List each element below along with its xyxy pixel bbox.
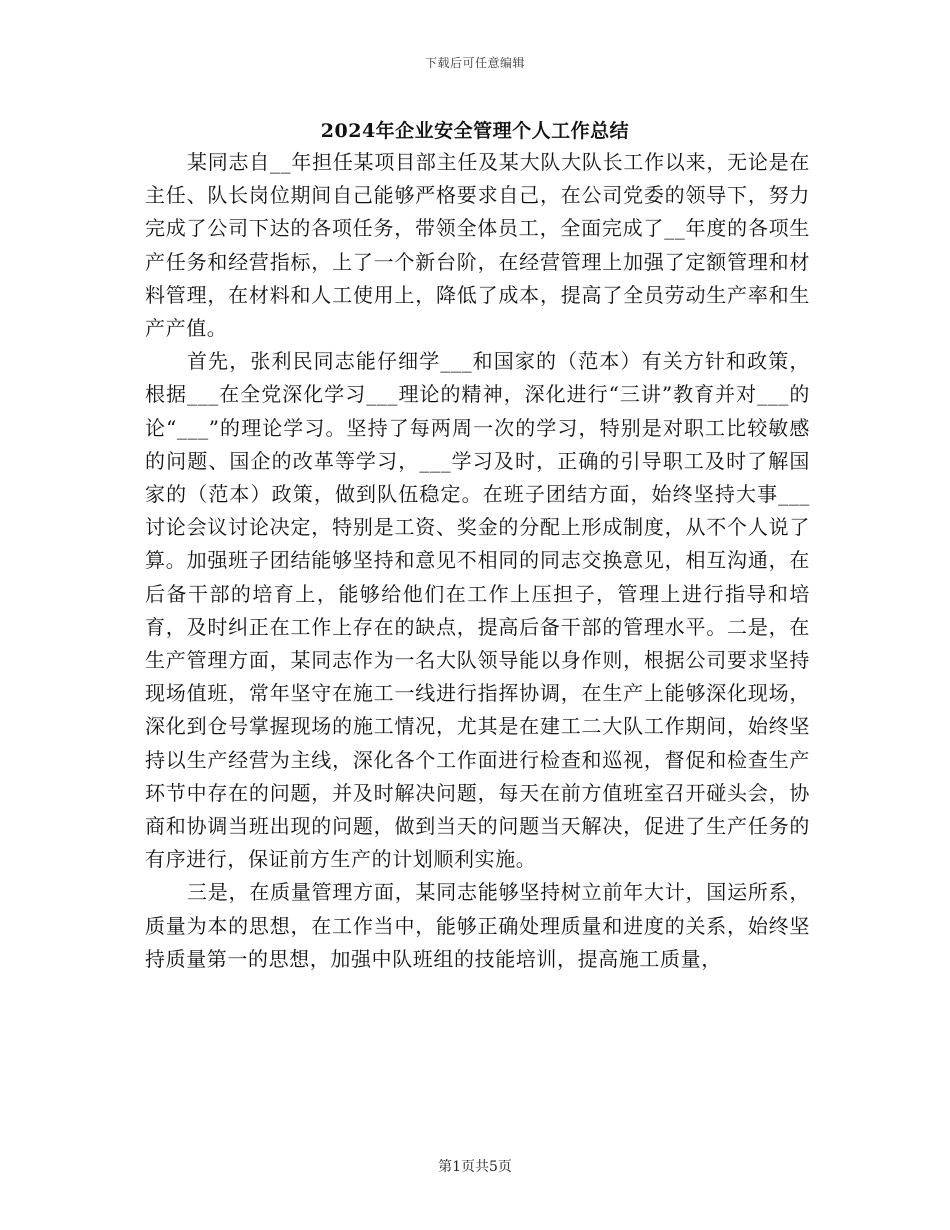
header-note: 下载后可任意编辑 [424, 56, 525, 70]
paragraph: 三是，在质量管理方面，某同志能够坚持树立前年大计，国运所系，质量为本的思想，在工作当中，能够正确处理质量和进度的关系，始终坚持质量第一的思想，加强中队班组的技能培训，提高施工质量， [145, 880, 810, 971]
page-number: 第1页共5页 [438, 1159, 512, 1175]
paragraph: 某同志自__年担任某项目部主任及某大队大队长工作以来，无论是在主任、队长岗位期间自己能够严格要求自己，在公司党委的领导下，努力完成了公司下达的各项任务，带领全体员工，全面完成了__年度的各项生产任务和经营指标，上了一个新台阶，在经营管理上加强了定额管理和材料管理，在材料和人工使用上，降低了成本，提高了全员劳动生产率和生产产值。 [145, 150, 810, 341]
document-body [145, 146, 810, 976]
document-title: 2024年企业安全管理个人工作总结 [320, 120, 630, 142]
paragraph: 首先，张利民同志能仔细学___和国家的（范本）有关方针和政策，根据___在全党深化学习___理论的精神，深化进行“三讲”教育并对___的论“___”的理论学习。坚持了每两周一次的学习，特别是对职工比较敏感的问题、国企的改革等学习，___学习及时，正确的引导职工及时了解国家的（范本）政策，做到队伍稳定。在班子团结方面，始终坚持大事___讨论会议讨论决定，特别是工资、奖金的分配上形成制度，从不个人说了算。加强班子团结能够坚持和意见不相同的同志交换意见，相互沟通，在后备干部的培育上，能够给他们在工作上压担子，管理上进行指导和培育，及时纠正在工作上存在的缺点，提高后备干部的管理水平。二是，在生产管理方面，某同志作为一名大队领导能以身作则，根据公司要求坚持现场值班，常年坚守在施工一线进行指挥协调，在生产上能够深化现场，深化到仓号掌握现场的施工情况，尤其是在建工二大队工作期间，始终坚持以生产经营为主线，深化各个工作面进行检查和巡视，督促和检查生产环节中存在的问题，并及时解决问题，每天在前方值班室召开碰头会，协商和协调当班出现的问题，做到当天的问题当天解决，促进了生产任务的有序进行，保证前方生产的计划顺利实施。 [145, 349, 810, 872]
